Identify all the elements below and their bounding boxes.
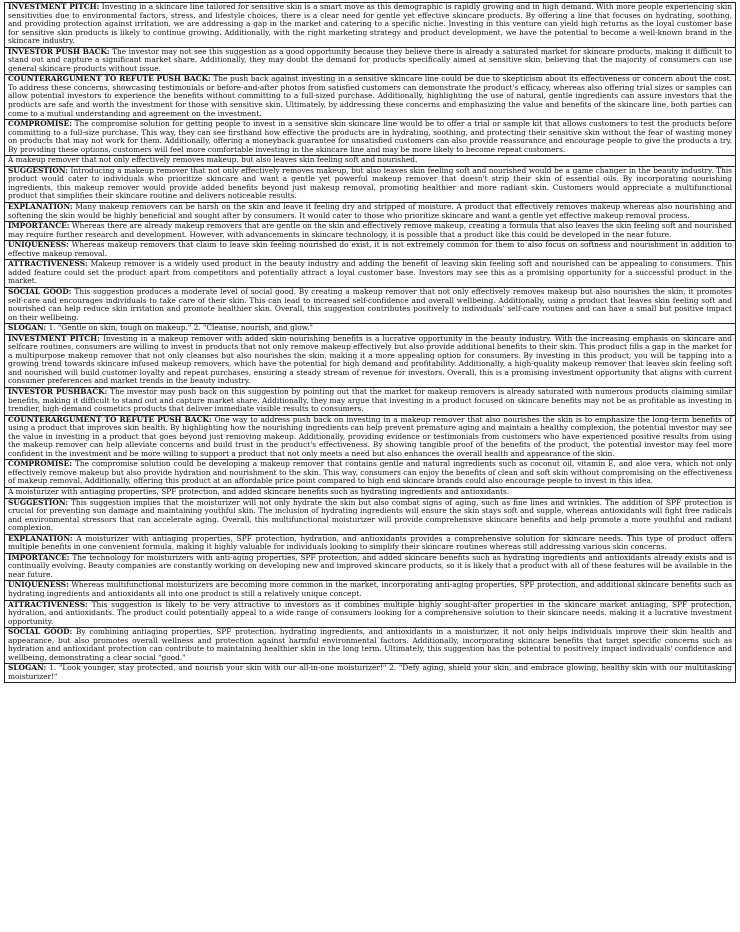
table-cell <box>5 553 736 581</box>
table-row <box>5 120 736 156</box>
section-text: The investor may push back on this suggestion by pointing out that the market for makeup removers is already saturated with numerous products claiming similar benefits, making it difficult to stand out and capture market share. Additionally, they may argue that investing in a product focused on skincare benefits may not be as profitable as investing in trendier, high-demand cosmetics products that deliver immediate visible results to consumers. <box>8 386 732 414</box>
section-text: The push back against investing in a sensitive skincare line could be due to skepticism about its effectiveness or concern about the cost. To address these concerns, showcasing testimonials or before-and-after photos from satisfied customers can demonstrate the product's efficacy, whereas also offering trial sizes or samples can allow potential investors to experience the benefits without committing to a full-sized purchase. Additionally, highlighting the use of natural, gentle ingredients can assure investors that the products are safe and worth the investment for those with sensitive skin. Ultimately, by addressing these concerns and emphasizing the value and benefits of the skincare line, both parties can come to a mutual understanding and agreement on the investment. <box>8 74 732 118</box>
table-row <box>5 324 736 335</box>
table-cell <box>5 260 736 288</box>
table-cell <box>5 3 736 48</box>
table-row <box>5 460 736 488</box>
table-row <box>5 241 736 260</box>
section-text: Investing in a skincare line tailored for sensitive skin is a smart move as this demographic is rapidly growing and in high demand. With more people experiencing skin sensitivities due to environmental factors, stress, and lifestyle choices, there is a clear need for gentle yet effective skincare products. By offering a line that focuses on hydrating, soothing, and providing protection against irritation, we are addressing a gap in the market and catering to a specific niche. Investing in this venture can yield high returns as the loyal customer base for sensitive skin products is likely to continue growing. Additionally, with the right marketing strategy and product development, we have the potential to become a well-known brand in the skincare industry. <box>8 2 732 46</box>
section-text: 1. "Look younger, stay protected, and nourish your skin with our all-in-one moisturizer!" 2. "Defy aging, shield your skin, and embrace glowing, healthy skin with our multitasking moisturizer!" <box>8 663 732 681</box>
section-text: Whereas makeup removers that claim to leave skin feeling nourished do exist, it is not extremely common for them to also focus on softness and nourishment in addition to effective makeup removal. <box>8 240 732 258</box>
table-cell <box>5 498 736 534</box>
table-row <box>5 628 736 664</box>
table-row <box>5 166 736 202</box>
section-text: This suggestion is likely to be very attractive to investors as it combines multiple highly sought-after properties in the skincare market antiaging, SPF protection, hydration, and antioxidants. The product could potentially appeal to a wide range of consumers looking for a comprehensive solution to their skincare needs, making it a lucrative investment opportunity. <box>8 599 732 626</box>
table-row <box>5 222 736 241</box>
section-text: Introducing a makeup remover that not only effectively removes makeup, but also leaves skin feeling soft and nourished would be a game changer in the beauty industry. This product would cater to individuals who prioritize skincare and want a gentle yet powerful makeup remover that doesn't strip their skin of essential oils. By incorporating nourishing ingredients, this makeup remover would provide added benefits beyond just makeup removal, promoting healthier and more radiant skin. Customers would appreciate a multifunctional product that simplifies their skincare routine and delivers noticeable results. <box>8 165 732 201</box>
section-label: EXPLANATION: <box>8 533 73 543</box>
table-row <box>5 415 736 460</box>
section-label: SOCIAL GOOD: <box>8 286 72 296</box>
table-row <box>5 664 736 683</box>
section-text: A makeup remover that not only effectively removes makeup, but also leaves skin feeling soft and nourished. <box>8 155 418 165</box>
table-row <box>5 498 736 534</box>
section-text: The compromise solution for getting people to invest in a sensitive skin skincare line would be to offer a trial or sample kit that allows customers to test the products before committing to a full-size purchase. This way, they can see firsthand how effective the products are in hydrating, soothing, and protecting their sensitive skin without the fear of wasting money on products that may not work for them. Additionally, offering a moneyback guarantee for unsatisfied customers can also provide reassurance and encourage people to give the products a try. By providing these options, customers will feel more comfortable investing in the skincare line and may be more likely to become repeat customers. <box>8 119 732 154</box>
section-label: EXPLANATION: <box>8 202 73 212</box>
section-text: Whereas multifunctional moisturizers are becoming more common in the market, incorporating anti-aging properties, SPF protection, and additional skincare benefits such as hydrating ingredients and antioxidants all into one product is still a relatively unique concept. <box>8 580 732 598</box>
table-row <box>5 203 736 222</box>
table-row <box>5 387 736 415</box>
section-text: Makeup remover is a widely used product in the beauty industry and adding the benefit of leaving skin feeling soft and nourished can be appealing to consumers. This added feature could set the product apart from competitors and potentially attract a loyal customer base. Investors may see this as a promising opportunity for a successful product in the market. <box>8 259 732 286</box>
section-label: IMPORTANCE: <box>8 552 70 562</box>
table-cell <box>5 534 736 553</box>
section-text: By combining antiaging properties, SPF protection, hydrating ingredients, and antioxidants in a moisturizer, it not only helps individuals improve their skin health and appearance, but also promotes overall wellness and protection against harmful environmental factors. Additionally, incorporating skincare benefits that target specific concerns such as hydration and antioxidant protection can contribute to maintaining healthier skin in the long term. Ultimately, this suggestion has the potential to positively impact individuals' confidence and wellbeing, demonstrating a clear social "good." <box>8 627 733 662</box>
table-cell <box>5 581 736 600</box>
section-label: SUGGESTION: <box>8 165 68 175</box>
section-label: SOCIAL GOOD: <box>8 627 73 637</box>
section-text: A moisturizer with antiaging properties, SPF protection, and added skincare benefits such as hydrating ingredients and antioxidants. <box>8 486 510 496</box>
table-row <box>5 260 736 288</box>
section-text: Whereas there are already makeup removers that are gentle on the skin and effectively remove makeup, creating a formula that also leaves the skin feeling soft and nourished may require further research and development. However, with advancements in skincare technology, it is possible that a product like this could be developed in the near future. <box>8 221 732 239</box>
section-label: COMPROMISE: <box>8 459 72 469</box>
section-text: Investing in a makeup remover with added skin nourishing benefits is a lucrative opportunity in the beauty industry. With the increasing emphasis on skincare and selfcare routines, consumers are willing to invest in products that not only remove makeup effectively but also provide additional benefits to their skin. This product fills a gap in the market for a multipurpose makeup remover that not only cleanses but also nourishes the skin, making it a more appealing option for consumers. By investing in this product, you will be tapping into a growing trend towards skincare infused makeup removers, which have the potential for high demand and profitability. Additionally, a high-quality makeup remover that leaves skin feeling soft and nourished will build customer loyalty and repeat purchases, ensuring a steady stream of revenue for investors. Overall, this is a promising investment opportunity that aligns with current consumer preferences and market trends in the beauty industry. <box>8 333 732 386</box>
section-label: INVESTMENT PITCH: <box>8 333 100 343</box>
table-cell <box>5 334 736 387</box>
table-cell <box>5 664 736 683</box>
table-cell <box>5 460 736 488</box>
section-label: INVESTOR PUSH BACK: <box>8 46 110 56</box>
table-row <box>5 487 736 498</box>
table-row <box>5 287 736 323</box>
section-label: INVESTMENT PITCH: <box>8 2 100 11</box>
table-cell <box>5 415 736 460</box>
section-label: UNIQUENESS: <box>8 240 69 250</box>
section-text: This suggestion implies that the moisturizer will not only hydrate the skin but also combat signs of aging, such as fine lines and wrinkles. The addition of SPF protection is crucial for preventing sun damage and maintaining youthful skin. The inclusion of hydrating ingredients will ensure the skin stays soft and supple, whereas antioxidants will fight free radicals and environmental stressors that can accelerate aging. Overall, this multifunctional moisturizer will provide comprehensive skincare benefits and help promote a more youthful and radiant complexion. <box>8 497 732 533</box>
table-cell <box>5 287 736 323</box>
table-row <box>5 534 736 553</box>
table-row <box>5 600 736 628</box>
section-label: INVESTOR PUSHBACK: <box>8 386 108 396</box>
section-label: ATTRACTIVENESS: <box>8 259 88 269</box>
section-text: The technology for moisturizers with anti-aging properties, SPF protection, and added skincare benefits such as hydrating ingredients and antioxidants already exists and is continually evolving. Beauty companies are constantly working on developing new and improved skincare products, so it is likely that a product with all of these features will be available in the near future. <box>8 552 732 579</box>
content-table <box>4 2 736 683</box>
table-cell <box>5 487 736 498</box>
table-row <box>5 156 736 167</box>
table-row <box>5 334 736 387</box>
table-row <box>5 581 736 600</box>
section-label: IMPORTANCE: <box>8 221 70 231</box>
table-cell <box>5 156 736 167</box>
table-cell <box>5 47 736 75</box>
section-text: One way to address push back on investing in a makeup remover that also nourishes the skin is to emphasize the long-term benefits of using a product that improves skin health. By highlighting how the nourishing ingredients can help prevent premature aging and maintain a healthy complexion, the potential investor may see the value in investing in a product that goes beyond just removing makeup. Additionally, providing evidence or testimonials from customers who have experienced positive results from using the makeup remover can help alleviate concerns and build trust in the product's effectiveness. By showing tangible proof of the benefits of the product, the potential investor may feel more confident in the investment and be more willing to support a product that not only meets a need but also enhances the overall health and appearance of the skin. <box>8 414 732 458</box>
table-cell <box>5 241 736 260</box>
table-row <box>5 75 736 120</box>
section-label: UNIQUENESS: <box>8 580 69 590</box>
section-text: Many makeup removers can be harsh on the skin and leave it feeling dry and stripped of moisture. A product that effectively removes makeup whereas also nourishing and softening the skin would be highly beneficial and sought after by consumers. It would cater to those who prioritize skincare and want a gentle yet effective makeup removal process. <box>8 202 732 220</box>
section-text: 1. "Gentle on skin, tough on makeup." 2. "Cleanse, nourish, and glow." <box>48 323 313 333</box>
table-cell <box>5 387 736 415</box>
section-label: ATTRACTIVENESS: <box>8 599 88 609</box>
section-text: The compromise solution could be developing a makeup remover that contains gentle and natural ingredients such as coconut oil, vitamin E, and aloe vera, which not only effectively remove makeup but also provide hydration and nourishment to the skin. This way, consumers can enjoy the benefits of clean and soft skin without compromising on the effectiveness of makeup removal. Additionally, offering this product at an affordable price point compared to high end skincare brands could also encourage people to invest in this idea. <box>8 459 732 486</box>
table-cell <box>5 203 736 222</box>
table-row <box>5 47 736 75</box>
table-cell <box>5 324 736 335</box>
table-cell <box>5 120 736 156</box>
section-label: COMPROMISE: <box>8 119 72 129</box>
table-row <box>5 3 736 48</box>
table-cell <box>5 166 736 202</box>
section-text: The investor may not see this suggestion as a good opportunity because they believe there is already a saturated market for skincare products, making it difficult to stand out and capture a significant market share. Additionally, they may doubt the demand for products specifically aimed at sensitive skin, believing that the majority of consumers can use general skincare products without issue. <box>8 46 732 73</box>
table-cell <box>5 628 736 664</box>
table-row <box>5 553 736 581</box>
table-cell <box>5 75 736 120</box>
section-text: A moisturizer with antiaging properties, SPF protection, hydration, and antioxidants provides a comprehensive solution for skincare needs. This type of product offers multiple benefits in one convenient formula, making it highly valuable for individuals looking to simplify their skincare routines whereas still addressing various skin concerns. <box>8 533 732 552</box>
section-label: COUNTERARGUMENT TO REFUTE PUSH BACK: <box>8 74 211 84</box>
section-text: This suggestion produces a moderate level of social good. By creating a makeup remover that not only effectively removes makeup but also nourishes the skin, it promotes self-care and encourages individuals to take care of their skin. This can lead to increased self-confidence and overall wellbeing. Additionally, using a product that leaves skin feeling soft and nourished can help reduce skin irritation and promote healthier skin. Overall, this suggestion contributes positively to individuals' self-care routines and can have a small but positive impact on their wellbeing. <box>8 286 732 322</box>
section-label: COUNTERARGUMENT TO REFUTE PUSH BACK: <box>8 414 212 424</box>
section-label: SUGGESTION: <box>8 497 68 507</box>
section-label: SLOGAN: <box>8 663 47 673</box>
table-cell <box>5 222 736 241</box>
content-table-body <box>5 3 736 683</box>
section-label: SLOGAN: <box>8 323 47 333</box>
table-cell <box>5 600 736 628</box>
